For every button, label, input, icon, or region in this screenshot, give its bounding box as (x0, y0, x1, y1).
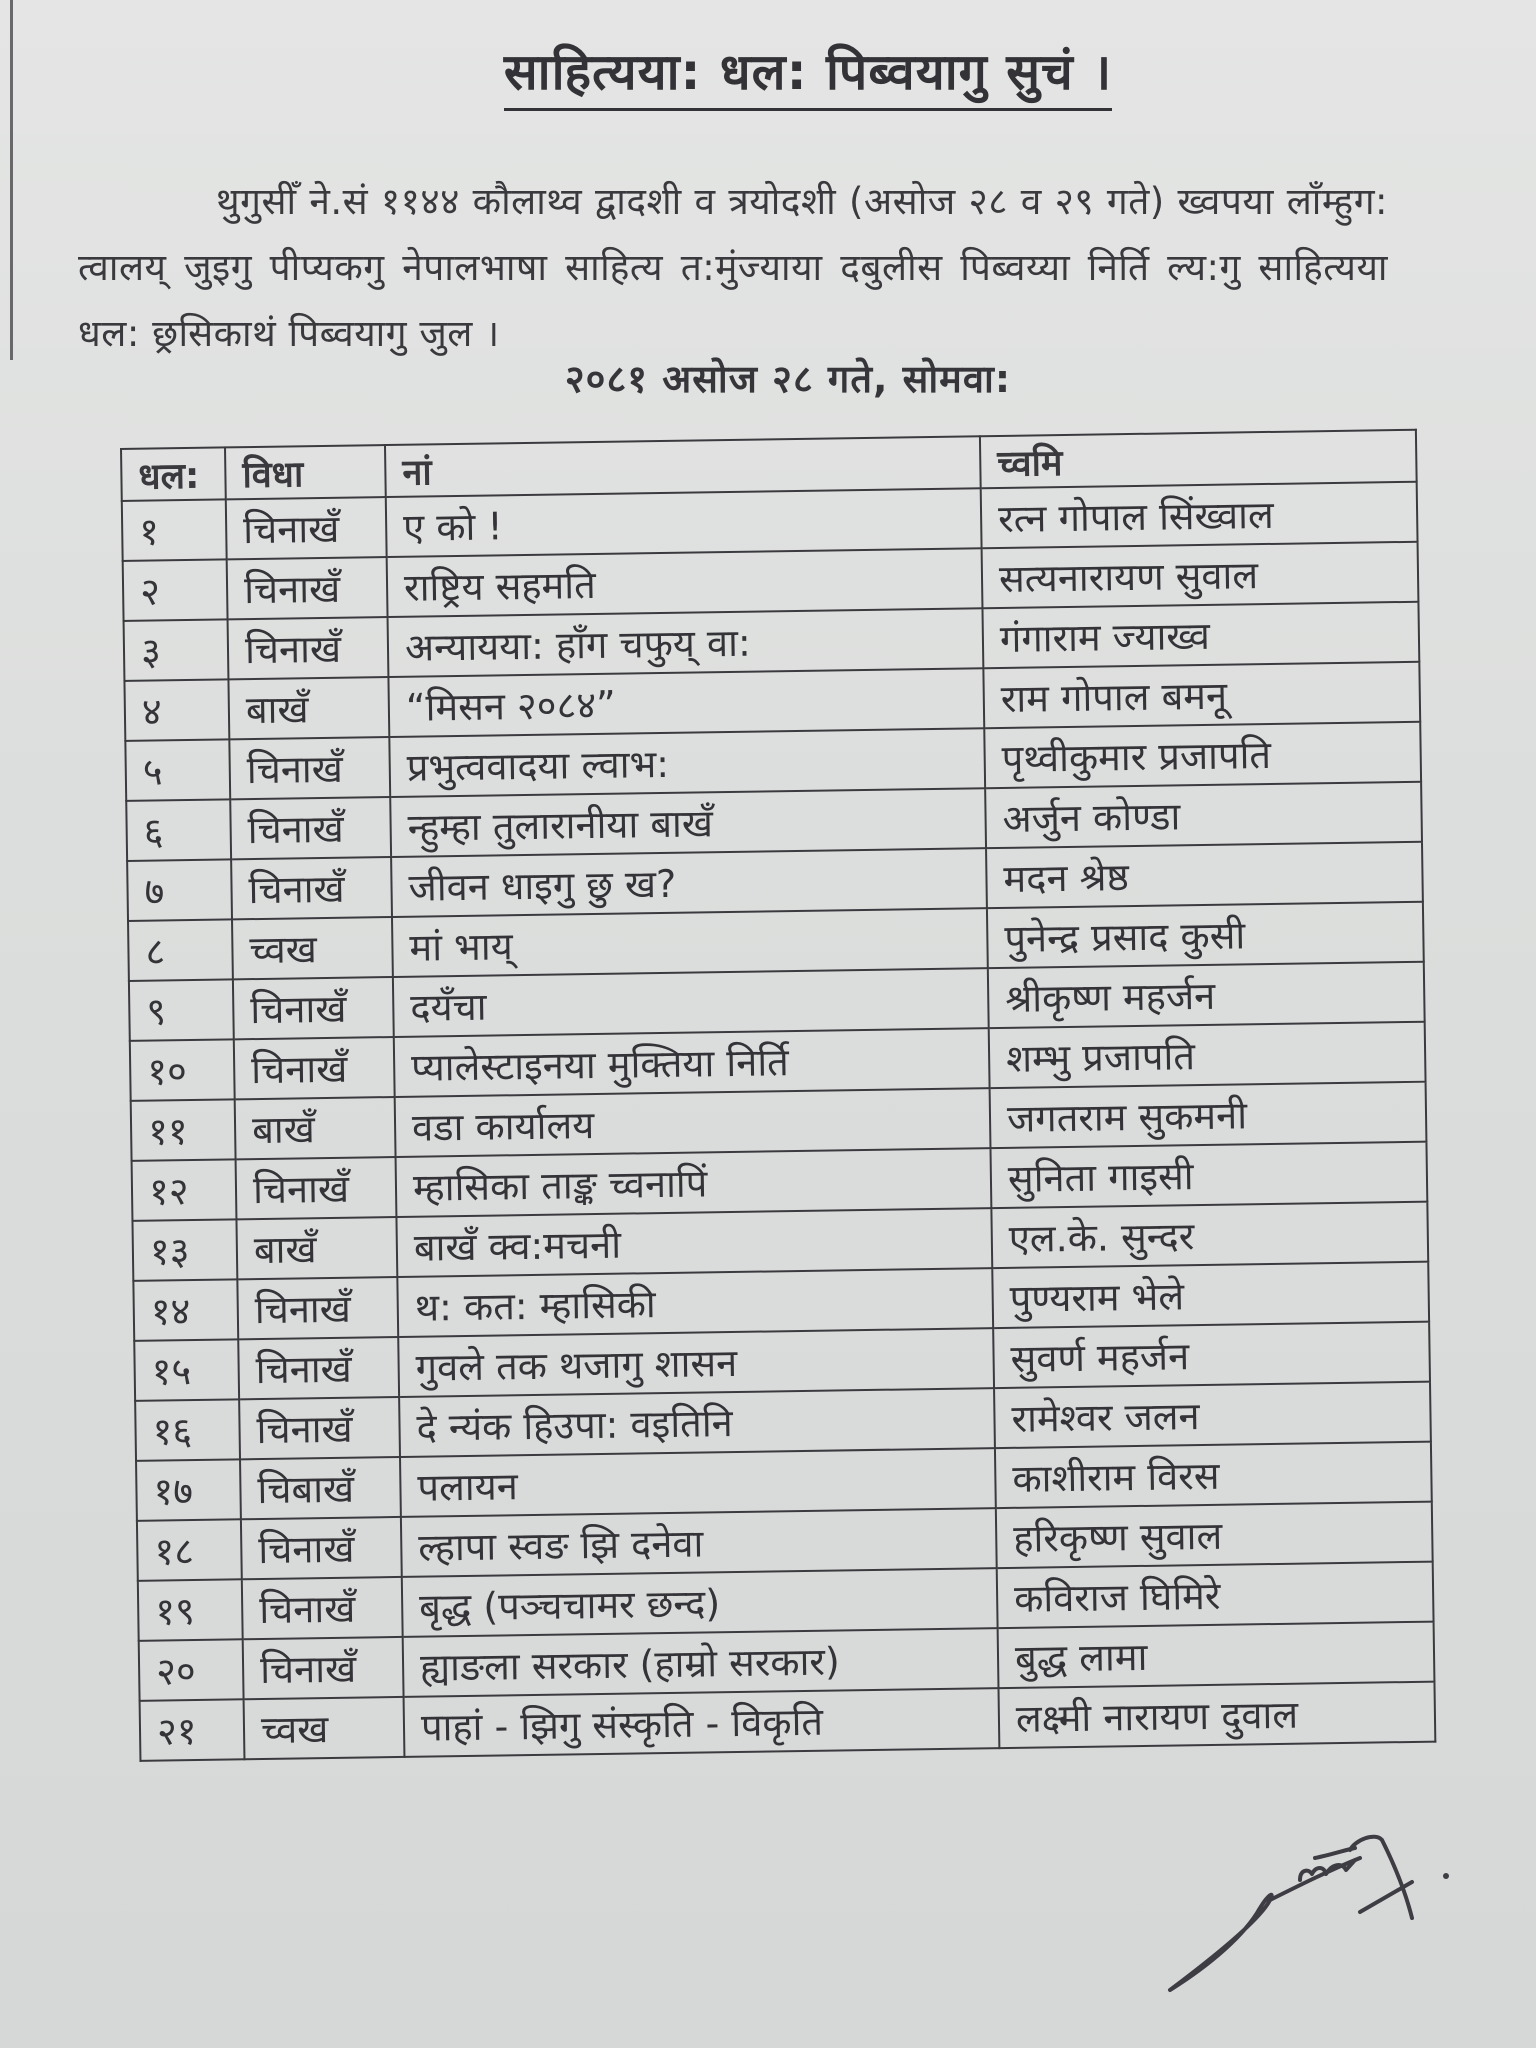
title-cell: पाहां - झिगु संस्कृति - विकृति (404, 1688, 1000, 1757)
author-cell: अर्जुन कोण्डा (985, 782, 1422, 848)
title-cell: ए को ! (386, 488, 982, 557)
title-cell: अन्यायया: हाँग चफुय् वा: (388, 608, 984, 677)
serial-cell: १८ (137, 1519, 242, 1581)
author-cell: कविराज घिमिरे (997, 1562, 1434, 1628)
genre-cell: चिनाखँ (236, 1157, 397, 1219)
author-cell: पृथ्वीकुमार प्रजापति (984, 722, 1421, 788)
serial-cell: २ (123, 559, 228, 621)
title-cell: वडा कार्यालय (395, 1088, 991, 1157)
author-cell: रत्न गोपाल सिंख्वाल (981, 482, 1418, 548)
serial-cell: १२ (132, 1159, 237, 1221)
serial-cell: ४ (124, 679, 229, 741)
title-cell: न्हुम्हा तुलारानीया बाखँ (390, 788, 986, 857)
title-cell: म्हासिका ताङ्क च्वनापिं (396, 1148, 992, 1217)
serial-cell: ११ (131, 1099, 236, 1161)
genre-cell: चिनाखँ (234, 1037, 395, 1099)
title-cell: प्यालेस्टाइनया मुक्तिया निर्ति (394, 1028, 990, 1097)
title-cell: बृद्ध (पञ्चचामर छन्द) (402, 1568, 998, 1637)
title-cell: थ: कत: म्हासिकी (397, 1268, 993, 1337)
genre-cell: चिनाखँ (226, 497, 387, 559)
header-author: च्वमि (980, 430, 1417, 488)
table-body (122, 482, 1436, 1761)
author-cell: सुवर्ण महर्जन (993, 1322, 1430, 1388)
title-cell: “मिसन २०८४” (388, 668, 984, 737)
genre-cell: चिनाखँ (229, 737, 390, 799)
author-cell: मदन श्रेष्ठ (986, 842, 1423, 908)
title-cell: दे न्यंक हिउपा: वइतिनि (399, 1388, 995, 1457)
author-cell: जगतराम सुकमनी (990, 1082, 1427, 1148)
genre-cell: बाखँ (228, 677, 389, 739)
serial-cell: ७ (127, 859, 232, 921)
header-title: नां (385, 436, 981, 497)
title-cell: पलायन (400, 1448, 996, 1517)
handwritten-signature (1150, 1800, 1470, 2000)
page-title: साहित्यया: धल: पिब्वयागु सुचं । (504, 36, 1112, 111)
date-line (0, 352, 1536, 404)
serial-cell: ५ (125, 739, 230, 801)
author-cell: बुद्ध लामा (998, 1622, 1435, 1688)
author-cell: हरिकृष्ण सुवाल (996, 1502, 1433, 1568)
genre-cell: चिनाखँ (231, 857, 392, 919)
title-cell: जीवन धाइगु छु ख? (391, 848, 987, 917)
title-cell: दयँचा (393, 968, 989, 1037)
author-cell: शम्भु प्रजापति (989, 1022, 1426, 1088)
title-block (0, 36, 1536, 111)
serial-cell: १४ (133, 1279, 238, 1341)
author-cell: रामेश्वर जलन (994, 1382, 1431, 1448)
genre-cell: चिनाखँ (243, 1637, 404, 1699)
author-cell: राम गोपाल बमनू (983, 662, 1420, 728)
serial-cell: १० (130, 1039, 235, 1101)
serial-cell: १५ (134, 1339, 239, 1401)
header-serial: धल: (121, 447, 226, 501)
genre-cell: चिनाखँ (238, 1337, 399, 1399)
serial-cell: ९ (129, 979, 234, 1041)
genre-cell: चिनाखँ (239, 1397, 400, 1459)
author-cell: काशीराम विरस (995, 1442, 1432, 1508)
serial-cell: २० (139, 1639, 244, 1701)
genre-cell: चिनाखँ (227, 557, 388, 619)
author-cell: सत्यनारायण सुवाल (982, 542, 1419, 608)
author-cell: पुनेन्द्र प्रसाद कुसी (987, 902, 1424, 968)
author-cell: लक्ष्मी नारायण दुवाल (998, 1682, 1435, 1748)
title-cell: राष्ट्रिय सहमति (387, 548, 983, 617)
author-cell: सुनिता गाइसी (990, 1142, 1427, 1208)
genre-cell: चिनाखँ (228, 617, 389, 679)
title-cell: ल्हापा स्वङ झि दनेवा (401, 1508, 997, 1577)
author-cell: एल.के. सुन्दर (991, 1202, 1428, 1268)
title-cell: गुवले तक थजागु शासन (398, 1328, 994, 1397)
genre-cell: चिनाखँ (230, 797, 391, 859)
title-cell: ह्याङला सरकार (हाम्रो सरकार) (403, 1628, 999, 1697)
intro-paragraph: थुगुसीँ ने.सं ११४४ कौलाथ्व द्वादशी व त्रयोदशी (असोज २८ व २९ गते) ख्वपया लाँम्हुग: त्वालय् जुइगु पीप्यकगु नेपालभाषा साहित्य त:मुंज्याया दबुलीस पिब्वय्या निर्ति ल्य:गु साहित्यया धल: छ्रसिकाथं पिब्वयागु जुल । (78, 180, 1388, 355)
serial-cell: १ (122, 499, 227, 561)
serial-cell: ६ (126, 799, 231, 861)
title-cell: मां भाय् (392, 908, 988, 977)
title-cell: प्रभुत्ववादया ल्वाभ: (389, 728, 985, 797)
genre-cell: चिनाखँ (241, 1517, 402, 1579)
author-cell: गंगाराम ज्याख्व (982, 602, 1419, 668)
serial-cell: १६ (135, 1399, 240, 1461)
genre-cell: चिनाखँ (237, 1277, 398, 1339)
program-table-wrap (120, 429, 1434, 1762)
genre-cell: चिनाखँ (233, 977, 394, 1039)
serial-cell: २१ (140, 1699, 245, 1761)
header-genre: विधा (225, 445, 386, 499)
program-table (120, 429, 1436, 1762)
title-cell: बाखँ क्व:मचनी (396, 1208, 992, 1277)
genre-cell: बाखँ (235, 1097, 396, 1159)
serial-cell: १३ (132, 1219, 237, 1281)
genre-cell: चिबाखँ (240, 1457, 401, 1519)
serial-cell: १९ (138, 1579, 243, 1641)
genre-cell: च्वख (244, 1697, 405, 1759)
event-date: २०८१ असोज २८ गते, सोमवा: (564, 357, 1012, 401)
serial-cell: ८ (128, 919, 233, 981)
genre-cell: च्वख (232, 917, 393, 979)
genre-cell: बाखँ (236, 1217, 397, 1279)
genre-cell: चिनाखँ (242, 1577, 403, 1639)
serial-cell: ३ (124, 619, 229, 681)
serial-cell: १७ (136, 1459, 241, 1521)
author-cell: पुण्यराम भेले (992, 1262, 1429, 1328)
author-cell: श्रीकृष्ण महर्जन (988, 962, 1425, 1028)
